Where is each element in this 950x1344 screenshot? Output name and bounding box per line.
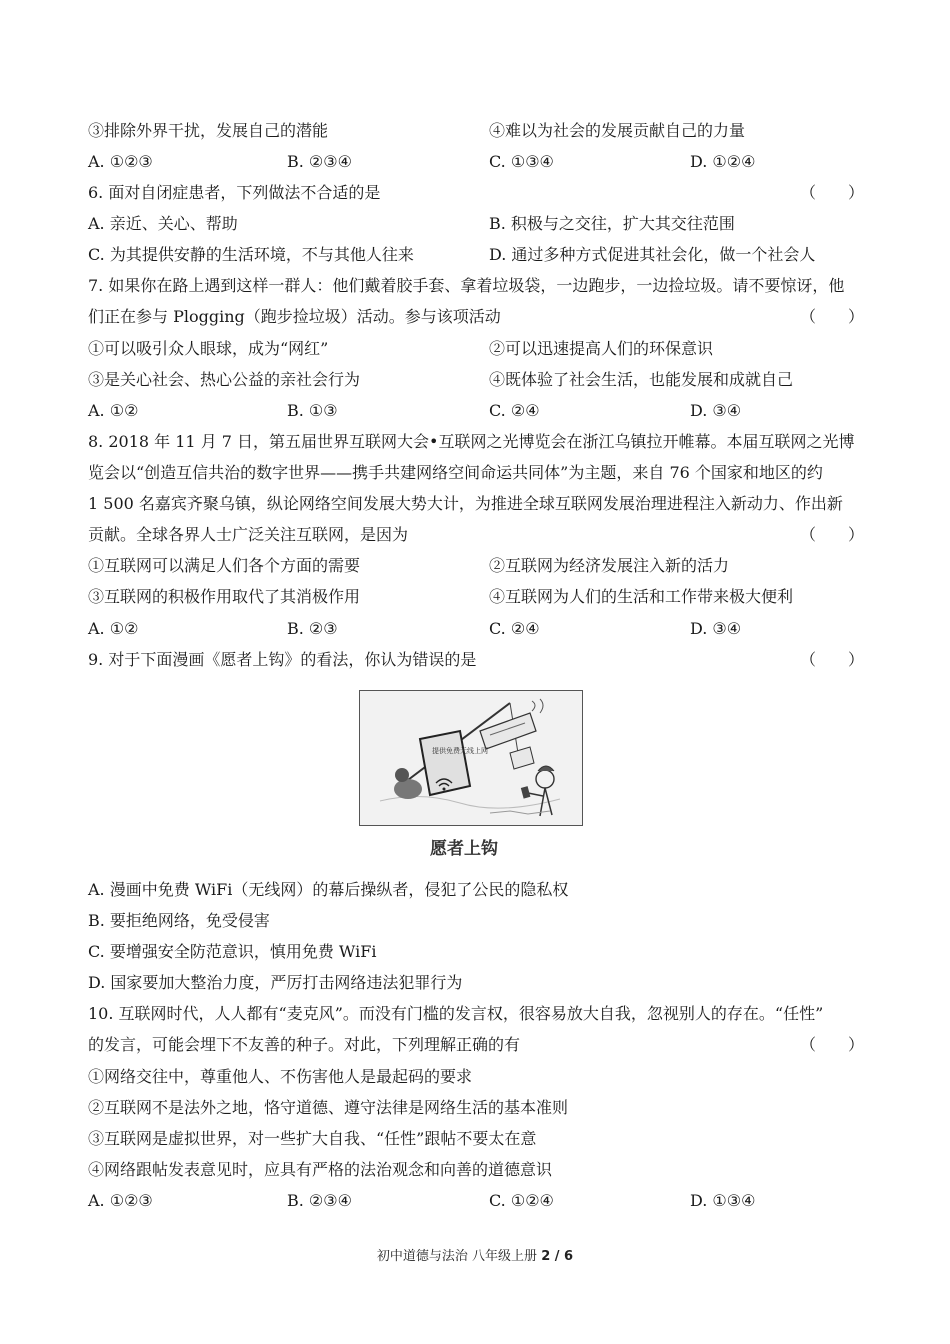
q10-option-2: ②互联网不是法外之地，恪守道德、遵守法律是网络生活的基本准则	[88, 1098, 569, 1117]
q6-stem: 6. 面对自闭症患者，下列做法不合适的是	[88, 183, 381, 202]
q6-answer-bracket: （ ）	[800, 183, 865, 202]
q8-answer-bracket: （ ）	[800, 525, 865, 544]
q10-choice-c: C. ①②④	[489, 1191, 554, 1210]
q10-answer-bracket: （ ）	[800, 1035, 865, 1054]
q8-choice-d: D. ③④	[690, 619, 742, 638]
footer-subject: 初中道德与法治 八年级上册	[376, 1249, 542, 1264]
q5-choice-a: A. ①②③	[88, 152, 153, 171]
q9-choice-b: B. 要拒绝网络，免受侵害	[88, 911, 270, 930]
q6-choice-a: A. 亲近、关心、帮助	[88, 214, 238, 233]
q7-answer-bracket: （ ）	[800, 307, 865, 326]
q10-option-3: ③互联网是虚拟世界，对一些扩大自我、“任性”跟帖不要太在意	[88, 1129, 537, 1148]
q7-choice-d: D. ③④	[690, 401, 742, 420]
q7-choice-c: C. ②④	[489, 401, 540, 420]
q8-stem-line-3: 1 500 名嘉宾齐聚乌镇，纵论网络空间发展大势大计，为推进全球互联网发展治理进程注入新动力、作出新	[88, 494, 843, 513]
page-number: 2 / 6	[541, 1249, 574, 1264]
q10-stem-line-2: 的发言，可能会埋下不友善的种子。对此，下列理解正确的有	[88, 1035, 521, 1054]
q7-option-2: ②可以迅速提高人们的环保意识	[489, 339, 714, 358]
q5-option-3: ③排除外界干扰，发展自己的潜能	[88, 121, 329, 140]
q8-stem-line-2: 览会以“创造互信共治的数字世界——携手共建网络空间命运共同体”为主题，来自 76 个国家和地区的约	[88, 463, 823, 482]
q8-option-1: ①互联网可以满足人们各个方面的需要	[88, 556, 361, 575]
q7-option-3: ③是关心社会、热心公益的亲社会行为	[88, 370, 361, 389]
q9-choice-c: C. 要增强安全防范意识，慎用免费 WiFi	[88, 942, 377, 961]
q9-answer-bracket: （ ）	[800, 650, 865, 669]
page-footer	[0, 1245, 950, 1264]
q10-option-1: ①网络交往中，尊重他人、不伤害他人是最起码的要求	[88, 1067, 473, 1086]
q7-stem-line-1: 7. 如果你在路上遇到这样一群人：他们戴着胶手套、拿着垃圾袋，一边跑步，一边捡垃圾。请不要惊讶，他	[88, 276, 845, 295]
q10-choice-d: D. ①③④	[690, 1191, 756, 1210]
q10-choice-b: B. ②③④	[287, 1191, 352, 1210]
q10-stem-line-1: 10. 互联网时代，人人都有“麦克风”。而没有门槛的发言权，很容易放大自我，忽视别人的存在。“任性”	[88, 1004, 824, 1023]
q6-choice-c: C. 为其提供安静的生活环境，不与其他人往来	[88, 245, 414, 264]
q7-option-1: ①可以吸引众人眼球，成为“网红”	[88, 339, 329, 358]
q7-stem-line-2: 们正在参与 Plogging（跑步捡垃圾）活动。参与该项活动	[88, 307, 501, 326]
q9-stem: 9. 对于下面漫画《愿者上钩》的看法，你认为错误的是	[88, 650, 477, 669]
comic-caption: 愿者上钩	[430, 839, 498, 859]
q9-choice-a: A. 漫画中免费 WiFi（无线网）的幕后操纵者，侵犯了公民的隐私权	[88, 880, 569, 899]
q8-choice-b: B. ②③	[287, 619, 338, 638]
q8-option-3: ③互联网的积极作用取代了其消极作用	[88, 587, 361, 606]
q7-choice-a: A. ①②	[88, 401, 139, 420]
q5-choice-b: B. ②③④	[287, 152, 352, 171]
q5-choice-c: C. ①③④	[489, 152, 554, 171]
q10-choice-a: A. ①②③	[88, 1191, 153, 1210]
q8-stem-line-4: 贡献。全球各界人士广泛关注互联网，是因为	[88, 525, 409, 544]
q10-option-4: ④网络跟帖发表意见时，应具有严格的法治观念和向善的道德意识	[88, 1160, 553, 1179]
q7-choice-b: B. ①③	[287, 401, 338, 420]
q6-choice-b: B. 积极与之交往，扩大其交往范围	[489, 214, 735, 233]
q8-stem-line-1: 8. 2018 年 11 月 7 日，第五届世界互联网大会•互联网之光博览会在浙江乌镇拉开帷幕。本届互联网之光博	[88, 432, 855, 451]
q7-option-4: ④既体验了社会生活，也能发展和成就自己	[489, 370, 794, 389]
q6-choice-d: D. 通过多种方式促进其社会化，做一个社会人	[489, 245, 816, 264]
comic-drawing	[360, 691, 582, 825]
q9-choice-d: D. 国家要加大整治力度，严厉打击网络违法犯罪行为	[88, 973, 463, 992]
comic-sign-text: 提供免费无线上网	[432, 747, 488, 755]
q5-option-4: ④难以为社会的发展贡献自己的力量	[489, 121, 746, 140]
q8-choice-a: A. ①②	[88, 619, 139, 638]
q5-choice-d: D. ①②④	[690, 152, 756, 171]
comic-illustration	[359, 690, 583, 826]
q8-option-4: ④互联网为人们的生活和工作带来极大便利	[489, 587, 794, 606]
q8-choice-c: C. ②④	[489, 619, 540, 638]
q8-option-2: ②互联网为经济发展注入新的活力	[489, 556, 730, 575]
